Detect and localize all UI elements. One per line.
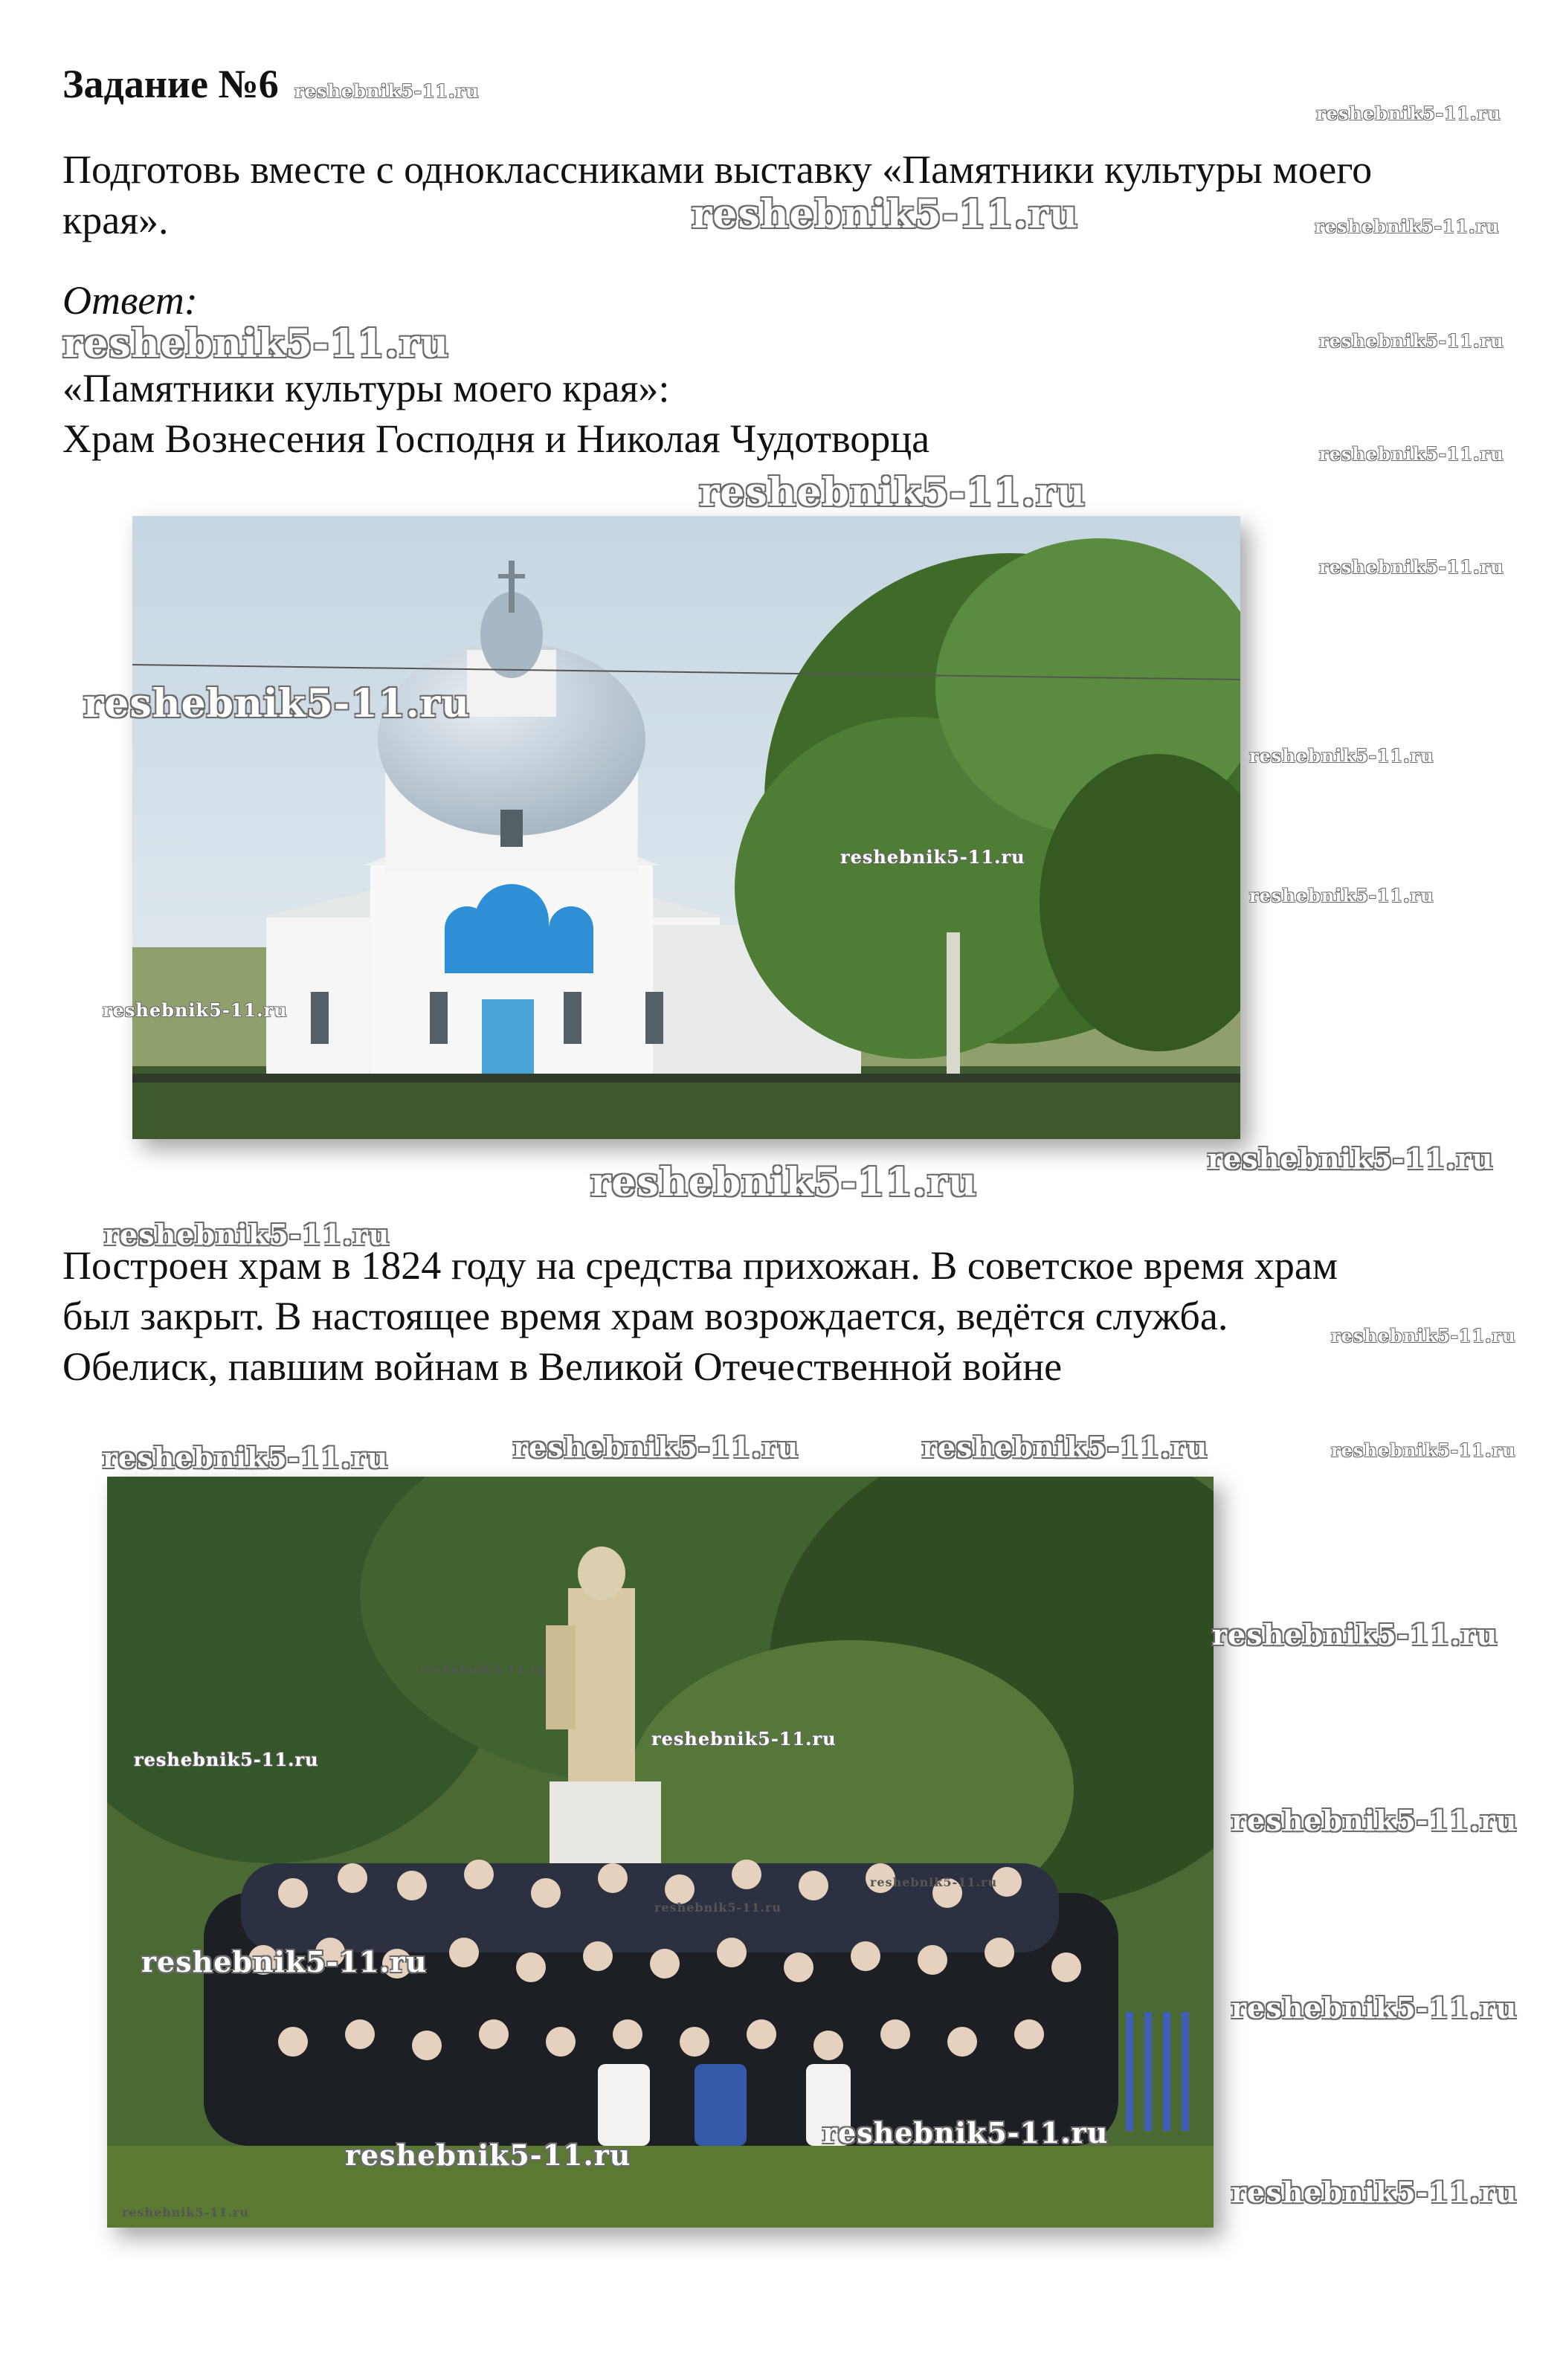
watermark: reshebnik5-11.ru [654, 1900, 782, 1915]
watermark: reshebnik5-11.ru [83, 681, 471, 726]
watermark: reshebnik5-11.ru [1231, 1991, 1518, 2025]
watermark: reshebnik5-11.ru [1231, 2176, 1518, 2209]
watermark: reshebnik5-11.ru [122, 2205, 250, 2219]
watermark: reshebnik5-11.ru [294, 80, 480, 102]
page-title: Задание №6 [62, 62, 279, 106]
watermark: reshebnik5-11.ru [62, 321, 450, 367]
answer-label: Ответ: [62, 278, 198, 323]
church-photo [132, 516, 1240, 1139]
watermark: reshebnik5-11.ru [699, 470, 1086, 515]
watermark: reshebnik5-11.ru [1315, 216, 1500, 237]
item1-desc-2: был закрыт. В настоящее время храм возрождается, ведётся служба. [62, 1294, 1228, 1338]
task-line-2: края». [62, 198, 169, 242]
watermark: reshebnik5-11.ru [1319, 330, 1504, 352]
watermark: reshebnik5-11.ru [1316, 103, 1501, 124]
obelisk-photo [107, 1477, 1214, 2228]
watermark: reshebnik5-11.ru [1231, 1804, 1518, 1837]
item1-desc-1: Построен храм в 1824 году на средства прихожан. В советское время храм [62, 1243, 1338, 1288]
watermark: reshebnik5-11.ru [1208, 1142, 1494, 1176]
watermark: reshebnik5-11.ru [1319, 556, 1504, 578]
watermark: reshebnik5-11.ru [692, 192, 1079, 237]
watermark: reshebnik5-11.ru [870, 1875, 998, 1889]
watermark: reshebnik5-11.ru [1331, 1439, 1516, 1461]
church-photo-illustration [132, 516, 1240, 1139]
watermark: reshebnik5-11.ru [590, 1160, 978, 1205]
task-line-1: Подготовь вместе с одноклассниками выставку «Памятники культуры моего [62, 147, 1373, 192]
watermark: reshebnik5-11.ru [1249, 885, 1434, 906]
item1-title: Храм Вознесения Господня и Николая Чудотворца [62, 416, 930, 461]
watermark: reshebnik5-11.ru [513, 1431, 799, 1464]
watermark: reshebnik5-11.ru [345, 2138, 631, 2172]
watermark: reshebnik5-11.ru [103, 999, 288, 1021]
watermark: reshebnik5-11.ru [651, 1728, 837, 1749]
watermark: reshebnik5-11.ru [1331, 1325, 1516, 1347]
watermark: reshebnik5-11.ru [840, 846, 1025, 868]
item2-title: Обелиск, павшим войнам в Великой Отечественной войне [62, 1344, 1063, 1389]
answer-topic: «Памятники культуры моего края»: [62, 366, 670, 410]
watermark: reshebnik5-11.ru [1212, 1618, 1498, 1651]
watermark: reshebnik5-11.ru [1319, 443, 1504, 465]
watermark: reshebnik5-11.ru [134, 1749, 319, 1770]
watermark: reshebnik5-11.ru [419, 1663, 547, 1677]
obelisk-photo-illustration [107, 1477, 1214, 2228]
watermark: reshebnik5-11.ru [1249, 745, 1434, 767]
watermark: reshebnik5-11.ru [103, 1441, 389, 1474]
watermark: reshebnik5-11.ru [104, 1218, 390, 1251]
watermark: reshebnik5-11.ru [141, 1945, 428, 1979]
watermark: reshebnik5-11.ru [822, 2116, 1109, 2150]
watermark: reshebnik5-11.ru [922, 1431, 1208, 1464]
